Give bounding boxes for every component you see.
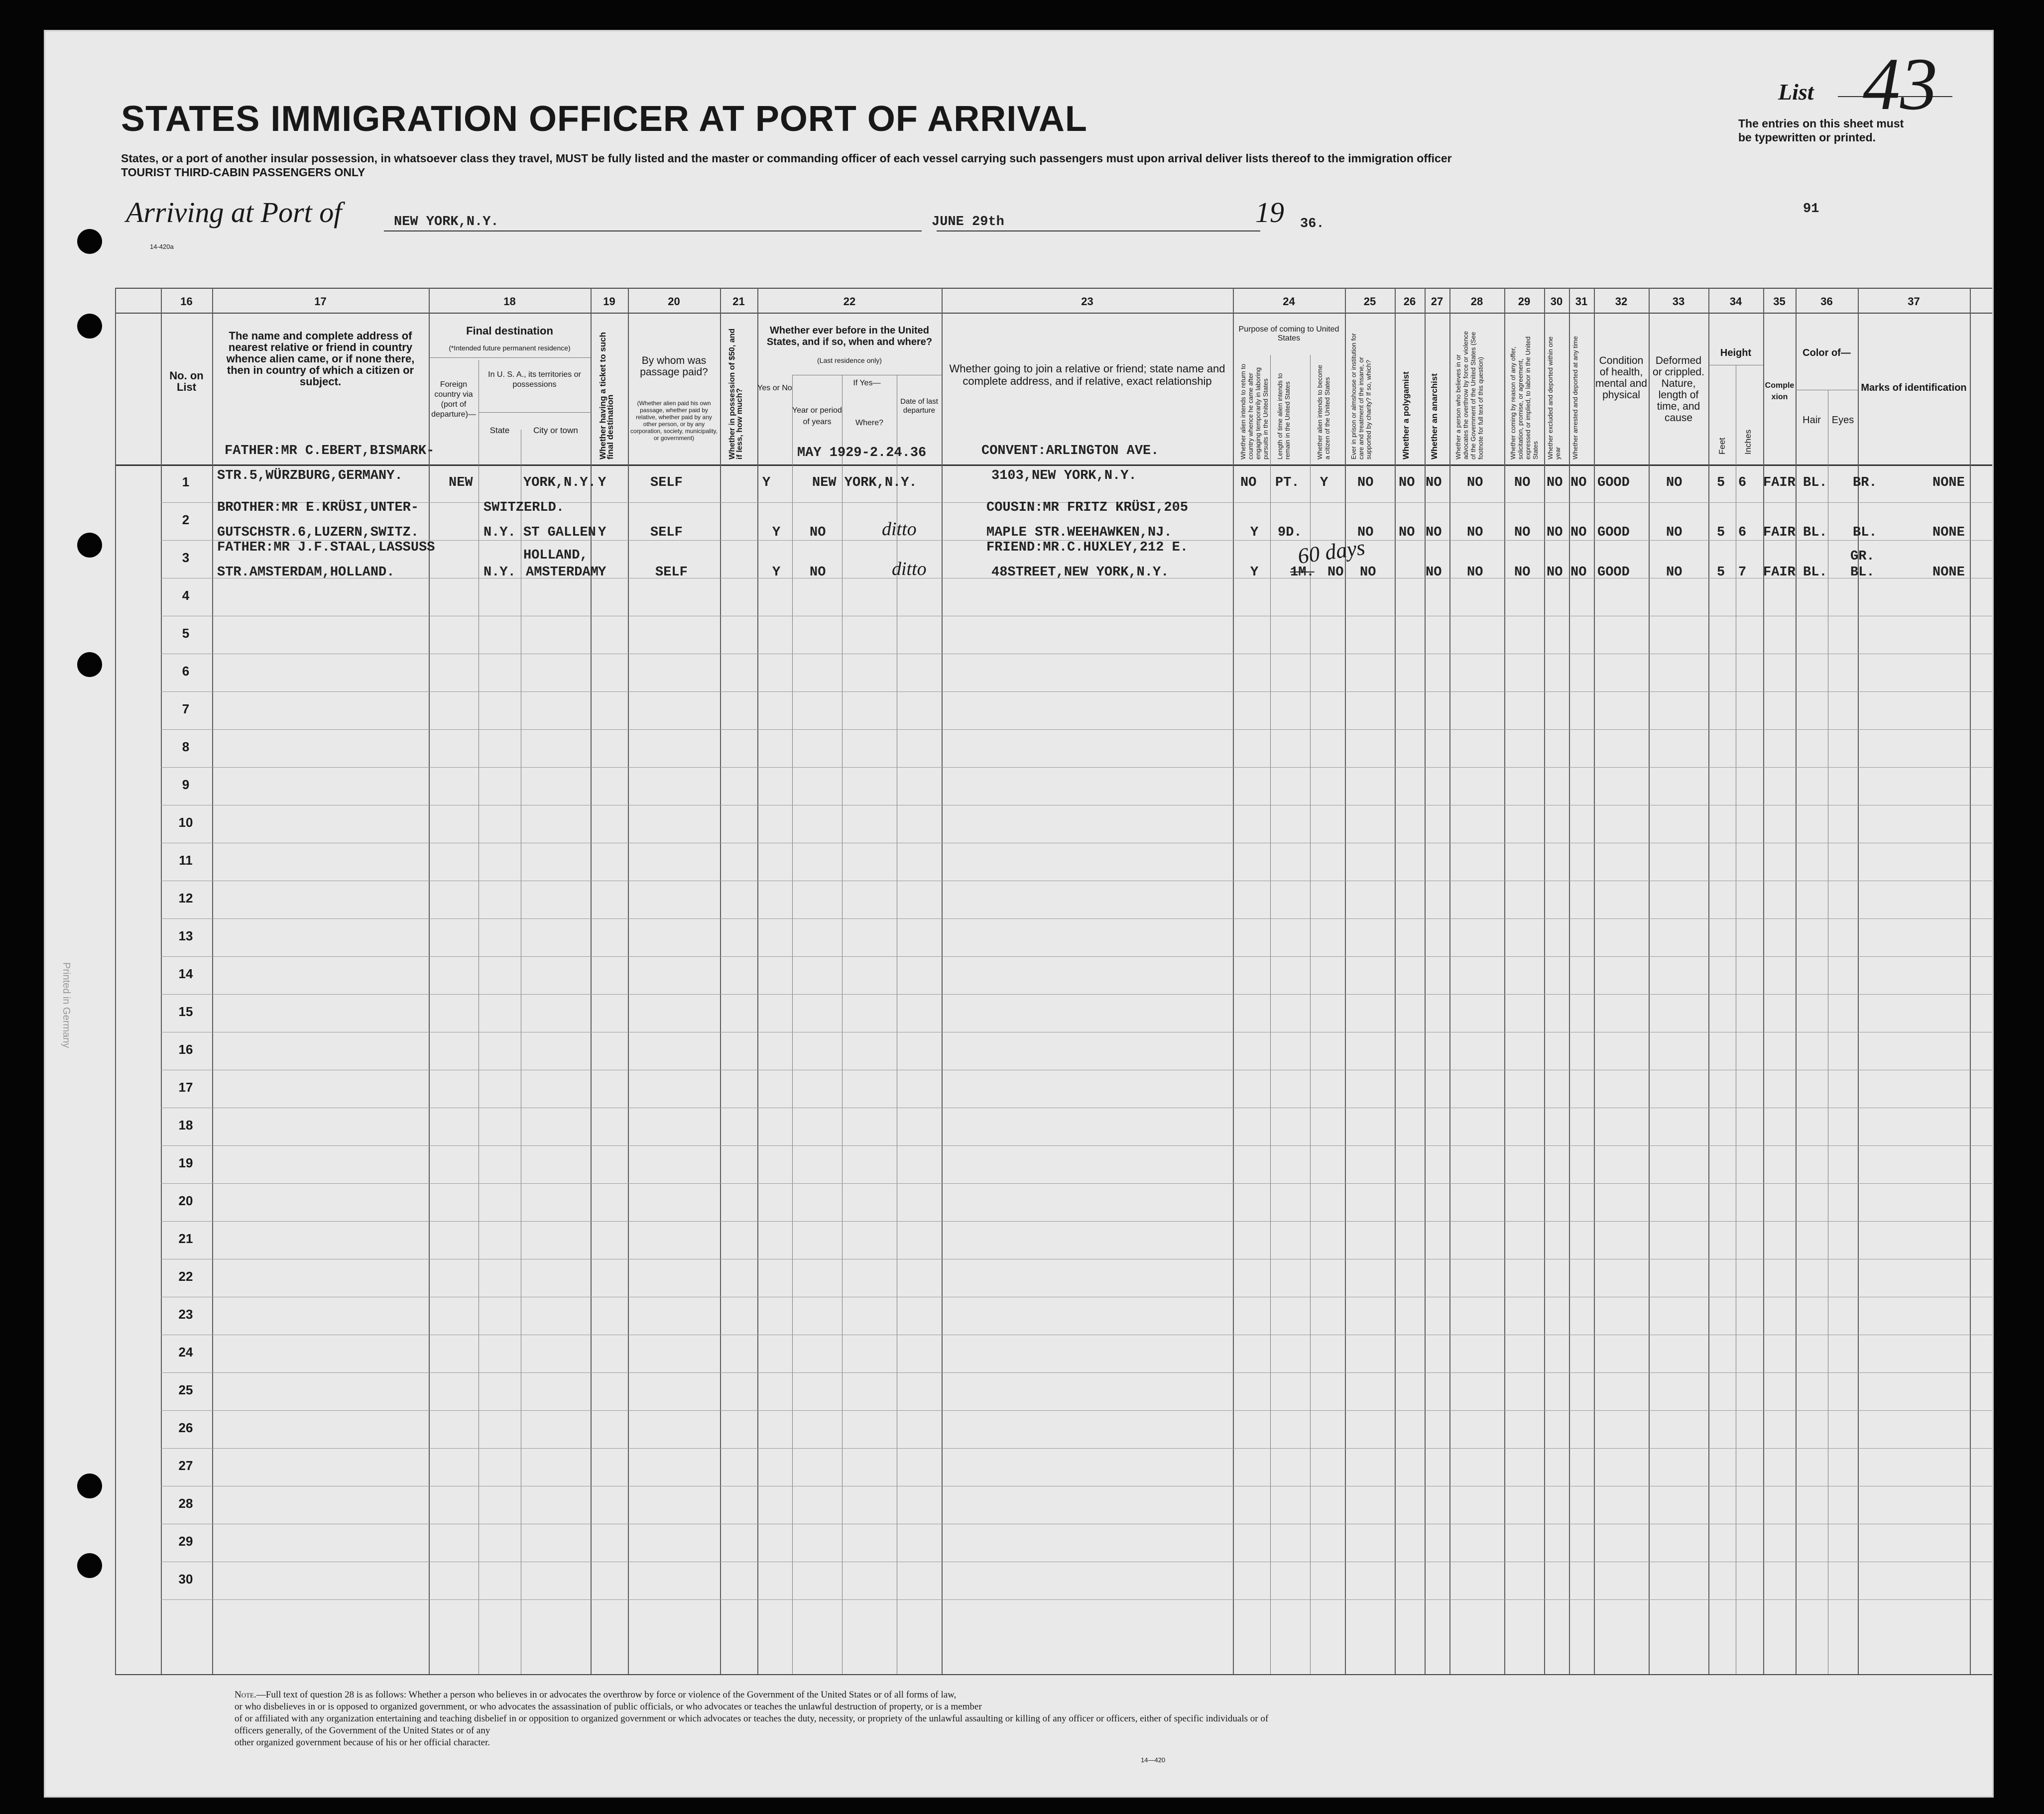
colnum-30: 30 <box>1550 295 1563 308</box>
binder-hole <box>77 533 102 558</box>
header-health: Condition of health, mental and physical <box>1595 355 1647 401</box>
rule-18 <box>429 357 591 358</box>
r1-c25: NO <box>1357 475 1374 490</box>
binder-hole <box>77 1553 102 1578</box>
colnum-32: 32 <box>1615 295 1628 308</box>
row-number: 13 <box>178 928 193 943</box>
r3-feet: 5 <box>1717 565 1725 580</box>
header-color: Color of— <box>1803 347 1851 358</box>
row-rule <box>161 767 1992 768</box>
header-overthrow: Whether a person who believes in or advocates the overthrow by force or violence of the Government of the United States (See footnote for full text of this question) <box>1454 331 1484 459</box>
col-line <box>1970 288 1971 1674</box>
row-rule <box>161 1221 1992 1222</box>
row-number: 30 <box>178 1572 193 1587</box>
r2-c26: NO <box>1399 525 1415 540</box>
header-excluded: Whether excluded and deported within one year <box>1547 336 1562 459</box>
row-number: 11 <box>179 853 193 868</box>
header-before-in-us: Whether ever before in the United States, and if so, when and where? <box>766 325 933 347</box>
header-marks: Marks of identification <box>1861 382 1967 393</box>
footnote <box>235 1689 1280 1749</box>
row-rule <box>161 1145 1992 1146</box>
header-final-destination: Final destination <box>466 325 553 337</box>
row-number: 16 <box>178 1042 193 1057</box>
date-underline <box>937 230 1260 231</box>
r3-before-yes: NO <box>810 565 826 580</box>
header-purpose-return: Whether alien intends to return to country whence he came after engaging temporarily in laboring pursuits in the United States <box>1239 363 1269 459</box>
r1-money: Y <box>762 475 771 490</box>
row-number: 22 <box>178 1269 193 1284</box>
footnote-line2: or who disbelieves in or is opposed to organized government, or who advocates the assassination of public officials, or who advocates or teaches the unlawful destruction of property, or is a member <box>235 1701 982 1712</box>
r3-relative-b: STR.AMSTERDAM,HOLLAND. <box>217 565 395 580</box>
r3-c31: NO <box>1570 565 1587 580</box>
header-purpose: Purpose of coming to United States <box>1238 325 1339 342</box>
colnum-17: 17 <box>314 295 327 308</box>
r2-c28: NO <box>1467 525 1483 540</box>
row-number: 8 <box>182 739 190 754</box>
header-money: Whether in possession of $50, and if less, how much? <box>728 328 744 459</box>
r1-city: YORK,N.Y. <box>523 475 596 490</box>
colnum-28: 28 <box>1470 295 1483 308</box>
binder-hole <box>77 1474 102 1498</box>
header-usa-destination: In U. S. A., its territories or possessions <box>488 370 581 389</box>
header-prison: Ever in prison or almshouse or institution for care and treatment of the insane, or supported by charity? If so, which? <box>1350 333 1372 459</box>
r3-money: Y <box>772 565 781 580</box>
r3-purpose-length: 1M. <box>1290 565 1315 580</box>
page-title: STATES IMMIGRATION OFFICER AT PORT OF ARRIVAL <box>121 99 1087 139</box>
r1-relative-a: FATHER:MR C.EBERT,BISMARK- <box>225 444 435 458</box>
row-rule <box>161 691 1992 692</box>
r1-c29: NO <box>1514 475 1531 490</box>
r3-marks: NONE <box>1932 565 1965 580</box>
r3-city: AMSTERDAM <box>526 565 599 580</box>
r1-deformed: NO <box>1666 475 1683 490</box>
footnote-label: Note. <box>235 1690 256 1700</box>
header-feet: Feet <box>1717 437 1727 454</box>
row-rule <box>161 1410 1992 1411</box>
col-line <box>942 288 943 1674</box>
row-rule <box>161 918 1992 919</box>
row-number: 19 <box>178 1155 193 1170</box>
header-purpose-length: Length of time alien intends to remain in the United States <box>1276 373 1291 459</box>
row-number: 25 <box>178 1382 193 1397</box>
header-relative-address: The name and complete address of nearest relative or friend in country whence alien came, or if none there, then in country of which a citizen or subject. <box>226 330 415 388</box>
r2-ditto: ditto <box>882 519 917 540</box>
col-line <box>591 288 592 1674</box>
header-bottom-rule <box>115 464 1992 466</box>
row-number: 15 <box>178 1004 193 1019</box>
col-line <box>1270 355 1271 1674</box>
colnum-37: 37 <box>1908 295 1920 308</box>
r3-join-b: 48STREET,NEW YORK,N.Y. <box>991 565 1169 580</box>
colnum-36: 36 <box>1820 295 1833 308</box>
row-number: 24 <box>178 1345 193 1360</box>
r3-state: N.Y. <box>483 565 516 580</box>
row-number: 18 <box>178 1118 193 1133</box>
col-line <box>1544 288 1545 1674</box>
r3-c27: NO <box>1426 565 1442 580</box>
r1-c26: NO <box>1399 475 1415 490</box>
r2-money: Y <box>772 525 781 540</box>
r1-join-b: 3103,NEW YORK,N.Y. <box>991 468 1137 483</box>
year-prefix: 19 <box>1255 196 1284 228</box>
row-number: 5 <box>182 626 190 641</box>
header-before-in-us-sub: (Last residence only) <box>817 356 882 364</box>
row-number: 26 <box>178 1420 193 1435</box>
r3-ticket: Y <box>598 565 606 580</box>
row-number: 2 <box>182 512 190 527</box>
col-line <box>1425 288 1426 1674</box>
row-number: 27 <box>178 1458 193 1473</box>
colnum-29: 29 <box>1518 295 1531 308</box>
row-number: 17 <box>178 1080 193 1095</box>
r3-foreign: HOLLAND, <box>523 548 588 563</box>
header-complexion: Complexion <box>1765 381 1795 401</box>
r3-complexion: FAIR <box>1763 565 1796 580</box>
header-deformed: Deformed or crippled. Nature, length of time, and cause <box>1653 355 1704 424</box>
header-labor-offer: Whether coming by reason of any offer, solicitation, promise, or agreement, expressed or implied, to labor in the United States <box>1509 336 1539 459</box>
header-hair: Hair <box>1803 415 1821 426</box>
r1-eyes: BR. <box>1853 475 1877 490</box>
colnum-25: 25 <box>1363 295 1376 308</box>
colnum-35: 35 <box>1773 295 1786 308</box>
r3-health: GOOD <box>1597 565 1630 580</box>
r2-c27: NO <box>1426 525 1442 540</box>
r1-before-dates: MAY 1929-2.24.36 <box>797 446 927 460</box>
r1-paid: SELF <box>650 475 683 490</box>
r3-relative-a: FATHER:MR J.F.STAAL,LASSUSS <box>217 540 435 555</box>
col-line <box>1395 288 1396 1674</box>
r1-complexion: FAIR <box>1763 475 1796 490</box>
r1-c31: NO <box>1570 475 1587 490</box>
date-value: JUNE 29th <box>932 215 1004 229</box>
r2-before-yes: NO <box>810 525 826 540</box>
r2-eyes: BL. <box>1853 525 1877 540</box>
header-where: Where? <box>855 419 884 427</box>
r2-deformed: NO <box>1666 525 1683 540</box>
r2-c31: NO <box>1570 525 1587 540</box>
r3-purpose-handwritten: 60 days <box>1296 535 1367 569</box>
col-line <box>1233 288 1234 1674</box>
row-number: 14 <box>178 966 193 981</box>
header-polygamist: Whether a polygamist <box>1401 371 1411 459</box>
row-rule <box>161 729 1992 730</box>
row-number: 6 <box>182 664 190 679</box>
r3-eyes-a: GR. <box>1850 549 1875 564</box>
form-number-top: 14-420a <box>150 243 174 250</box>
year-suffix: 36. <box>1300 217 1324 231</box>
r1-marks: NONE <box>1932 475 1965 490</box>
subtitle-line1: States, or a port of another insular possession, in whatsoever class they travel, MUST be fully listed and the master or commanding officer of each vessel carrying such passengers must upon arrival deliver lists thereof to the immigration officer <box>121 152 1452 165</box>
r2-c25: NO <box>1357 525 1374 540</box>
r3-paid: SELF <box>655 565 688 580</box>
form-number-bottom: 14—420 <box>1141 1756 1166 1764</box>
colnum-23: 23 <box>1081 295 1093 308</box>
colnum-22: 22 <box>843 295 856 308</box>
r2-health: GOOD <box>1597 525 1630 540</box>
r2-marks: NONE <box>1932 525 1965 540</box>
row-number: 21 <box>178 1231 193 1246</box>
row-number: 23 <box>178 1307 193 1322</box>
row-rule <box>161 1448 1992 1449</box>
col-line <box>1504 288 1505 1674</box>
binder-hole <box>77 314 102 339</box>
r2-c29: NO <box>1514 525 1531 540</box>
col-line <box>115 288 116 1674</box>
header-state: State <box>489 426 510 435</box>
r2-ticket: Y <box>598 525 606 540</box>
col-line <box>1796 288 1797 1674</box>
r2-c30: NO <box>1547 525 1563 540</box>
r1-purpose-citizen: Y <box>1320 475 1328 490</box>
row-number: 3 <box>182 550 190 565</box>
r3-c28: NO <box>1467 565 1483 580</box>
r3-eyes-b: BL. <box>1850 565 1875 580</box>
colnum-26: 26 <box>1403 295 1416 308</box>
r2-paid: SELF <box>650 525 683 540</box>
r2-purpose-length: 9D. <box>1278 525 1302 540</box>
r2-inches: 6 <box>1738 525 1747 540</box>
list-label: List <box>1778 79 1814 105</box>
r3-inches: 7 <box>1738 565 1747 580</box>
col-line <box>1345 288 1346 1674</box>
r2-join-a: COUSIN:MR FRITZ KRÜSI,205 <box>986 500 1189 515</box>
r3-join-a: FRIEND:MR.C.HUXLEY,212 E. <box>986 540 1189 555</box>
binder-hole <box>77 229 102 254</box>
r2-relative-b: GUTSCHSTR.6,LUZERN,SWITZ. <box>217 525 419 540</box>
r1-purpose-length: PT. <box>1275 475 1300 490</box>
r3-c25: NO <box>1327 565 1344 580</box>
col-line <box>792 375 793 1674</box>
r2-hair: BL. <box>1803 525 1827 540</box>
r1-c30: NO <box>1547 475 1563 490</box>
row-number: 10 <box>178 815 193 830</box>
header-foreign-country: Foreign country via (port of departure)— <box>431 380 476 419</box>
footnote-line1: —Full text of question 28 is as follows: Whether a person who believes in or advocates the overthrow by force or violence of the Government of the United States or of all forms of law, <box>256 1690 957 1700</box>
r3-ditto: ditto <box>892 559 927 579</box>
col-line <box>1858 288 1859 1674</box>
arriving-label: Arriving at Port of <box>126 196 342 228</box>
subtitle-line2: TOURIST THIRD-CABIN PASSENGERS ONLY <box>121 166 365 179</box>
row-number: 20 <box>178 1193 193 1208</box>
r3-hair: BL. <box>1803 565 1827 580</box>
page-mark: 91 <box>1803 202 1819 217</box>
r1-join-a: CONVENT:ARLINGTON AVE. <box>981 444 1159 458</box>
r2-complexion: FAIR <box>1763 525 1796 540</box>
header-departure: Date of last departure <box>900 397 938 415</box>
r3-c30: NO <box>1547 565 1563 580</box>
header-city: City or town <box>533 426 578 435</box>
port-underline <box>384 230 922 231</box>
row-rule <box>161 1599 1992 1600</box>
r1-relative-b: STR.5,WÜRZBURG,GERMANY. <box>217 468 403 483</box>
table-top-rule <box>115 288 1992 289</box>
footnote-line5: other organized government because of his or her official character. <box>235 1737 490 1748</box>
r1-ticket: Y <box>598 475 606 490</box>
row-number: 12 <box>178 891 193 906</box>
header-height: Height <box>1720 347 1752 358</box>
header-passage-paid: By whom was passage paid? <box>640 355 708 378</box>
r3-c26: NO <box>1360 565 1376 580</box>
r2-foreign: SWITZERLD. <box>483 500 565 515</box>
colnum-19: 19 <box>603 295 615 308</box>
r3-purpose-return: Y <box>1250 565 1259 580</box>
row-number: 1 <box>182 474 190 489</box>
col-line <box>1763 288 1764 1674</box>
header-anarchist: Whether an anarchist <box>1430 373 1439 459</box>
r1-purpose-return: NO <box>1240 475 1257 490</box>
row-number: 28 <box>178 1496 193 1511</box>
port-value: NEW YORK,N.Y. <box>394 215 499 229</box>
header-yes-no: Yes or No <box>757 384 792 392</box>
binder-hole <box>77 652 102 677</box>
row-number: 29 <box>178 1534 193 1549</box>
instructions-line1: The entries on this sheet must <box>1738 117 1904 130</box>
r1-state: NEW <box>449 475 473 490</box>
col-line <box>1449 288 1450 1674</box>
row-number: 9 <box>182 777 190 792</box>
r2-feet: 5 <box>1717 525 1725 540</box>
col-line <box>1708 288 1709 1674</box>
col-line <box>212 288 213 1674</box>
rule-18b <box>479 412 591 413</box>
col-line <box>1569 288 1570 1674</box>
r3-c29: NO <box>1514 565 1531 580</box>
colnum-27: 27 <box>1431 295 1443 308</box>
col-line <box>628 288 629 1674</box>
instructions-line2: be typewritten or printed. <box>1738 131 1876 144</box>
colnum-20: 20 <box>668 295 680 308</box>
r3-deformed: NO <box>1666 565 1683 580</box>
header-ticket: Whether having a ticket to such final destination <box>598 332 615 459</box>
col-line <box>757 288 758 1674</box>
col-line <box>1594 288 1595 1674</box>
list-number: 43 <box>1863 43 1937 125</box>
r2-join-b: MAPLE STR.WEEHAWKEN,NJ. <box>986 525 1172 540</box>
colnum-21: 21 <box>732 295 745 308</box>
col-line <box>429 288 430 1674</box>
row-rule <box>161 1372 1992 1373</box>
r1-c28: NO <box>1467 475 1483 490</box>
col-line <box>720 288 721 1674</box>
side-print: Printed in Germany <box>61 962 72 1048</box>
header-eyes: Eyes <box>1831 415 1854 426</box>
r1-hair: BL. <box>1803 475 1827 490</box>
colnum-18: 18 <box>503 295 516 308</box>
header-if-yes: If Yes— <box>853 379 881 387</box>
colnum-24: 24 <box>1283 295 1295 308</box>
colnum-16: 16 <box>180 295 193 308</box>
r1-c27: NO <box>1426 475 1442 490</box>
r2-city: ST GALLEN <box>523 525 596 540</box>
footnote-line3: of or affiliated with any organization entertaining and teaching disbelief in or opposition to organized government or which advocates or teaches the duty, necessity, or propriety of the unlawful assaulting or killing of any officer or officers, either of specific individuals or of officers generally, of the Government of the United States or of any <box>235 1713 1269 1736</box>
header-year: Year or period of years <box>792 406 842 426</box>
manifest-sheet <box>44 30 1994 1798</box>
column-number-rule <box>115 313 1992 314</box>
header-final-destination-sub: (*Intended future permanent residence) <box>449 344 571 352</box>
header-passage-paid-sub: (Whether alien paid his own passage, whether paid by relative, whether paid by any other person, or by any corporation, society, municipality, or government) <box>630 400 718 442</box>
colnum-34: 34 <box>1729 295 1742 308</box>
row-rule <box>161 956 1992 957</box>
header-join-relative: Whether going to join a relative or friend; state name and complete address, and if relative, exact relationship <box>949 362 1225 387</box>
r1-feet: 5 <box>1717 475 1725 490</box>
row-rule <box>161 1183 1992 1184</box>
header-purpose-citizen: Whether alien intends to become a citizen of the United States <box>1316 364 1331 459</box>
col-line <box>1649 288 1650 1674</box>
row-number: 7 <box>182 701 190 716</box>
row-number: 4 <box>182 588 190 603</box>
r1-health: GOOD <box>1597 475 1630 490</box>
row-rule <box>161 994 1992 995</box>
r2-relative-a: BROTHER:MR E.KRÜSI,UNTER- <box>217 500 419 515</box>
r2-purpose-return: Y <box>1250 525 1259 540</box>
colnum-33: 33 <box>1672 295 1685 308</box>
header-inches: Inches <box>1743 429 1753 454</box>
r1-before-where: NEW YORK,N.Y. <box>812 475 917 490</box>
r1-inches: 6 <box>1738 475 1747 490</box>
header-no-on-list: No. on List <box>169 369 204 393</box>
colnum-31: 31 <box>1575 295 1588 308</box>
r2-state: N.Y. <box>483 525 516 540</box>
table-bottom-rule <box>115 1674 1992 1675</box>
header-deported: Whether arrested and deported at any time <box>1571 336 1579 459</box>
